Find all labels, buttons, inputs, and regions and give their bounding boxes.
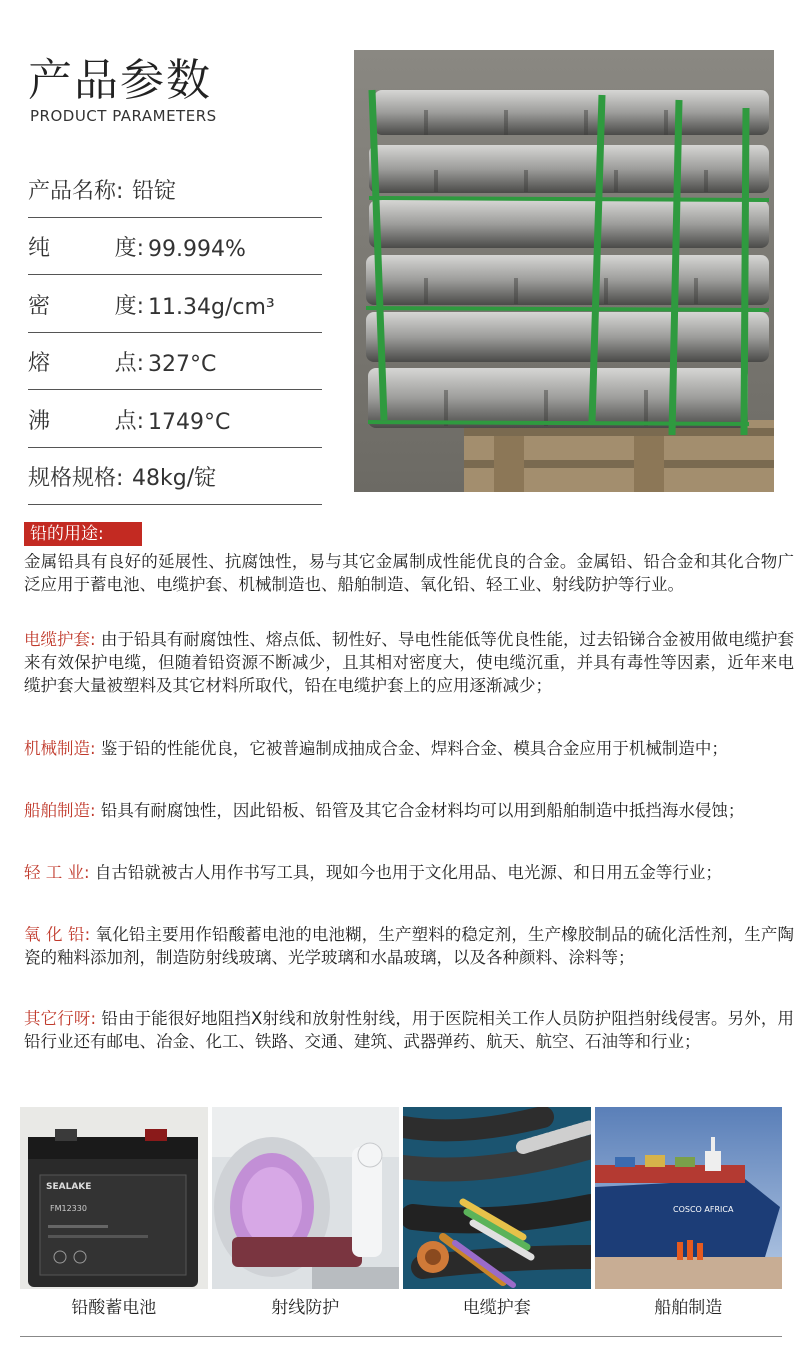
spec-value: 48kg/锭 bbox=[132, 466, 217, 491]
usage-item-text: 自古铅就被古人用作书写工具，现如今也用于文化用品、电光源、和日用五金等行业； bbox=[94, 863, 722, 882]
usage-item-lead-oxide bbox=[24, 923, 794, 969]
spec-value: 铅锭 bbox=[132, 178, 177, 204]
caption-ship: 船舶制造 bbox=[654, 1298, 723, 1318]
spec-label: 产品名称: bbox=[28, 178, 124, 204]
usage-item-label: 船舶制造: bbox=[24, 801, 96, 820]
application-gallery bbox=[20, 1107, 782, 1289]
usage-header: 铅的用途: bbox=[24, 522, 142, 546]
spec-value: 11.34g/cm³ bbox=[148, 294, 275, 320]
spec-row-name bbox=[28, 160, 322, 218]
usage-intro: 金属铅具有良好的延展性、抗腐蚀性，易与其它金属制成性能优良的合金。金属铅、铅合金和其化合物广泛应用于蓄电池、电缆护套、机械制造也、船舶制造、氧化铅、轻工业、射线防护等行业。 bbox=[24, 552, 794, 594]
spec-row-size bbox=[28, 448, 322, 506]
gallery-captions bbox=[20, 1293, 782, 1318]
usage-item-text: 鉴于铅的性能优良，它被普遍制成抽成合金、焊料合金、模具合金应用于机械制造中； bbox=[100, 739, 728, 758]
usage-item-label: 其它行呀: bbox=[24, 1009, 97, 1028]
spec-label-suffix: 度: bbox=[114, 236, 144, 261]
usage-item-machinery bbox=[24, 737, 794, 760]
page-subtitle: PRODUCT PARAMETERS bbox=[30, 107, 217, 125]
usage-item-text: 由于铅具有耐腐蚀性、熔点低、韧性好、导电性能低等优良性能，过去铅锑合金被用做电缆护套来有效保护电缆，但随着铅资源不断减少，且其相对密度大，使电缆沉重，并具有毒性等因素，近年来电缆护套大量被塑料及其它材料所取代，铅在电缆护套上的应用逐渐减少； bbox=[24, 630, 794, 695]
ship-photo bbox=[595, 1107, 783, 1289]
caption-battery: 铅酸蓄电池 bbox=[71, 1298, 157, 1318]
spec-label: 熔 bbox=[28, 351, 51, 376]
spec-label: 纯 bbox=[28, 236, 51, 261]
spec-label-suffix: 点: bbox=[114, 351, 144, 376]
usage-item-light-industry bbox=[24, 861, 794, 884]
spec-label: 密 bbox=[28, 293, 51, 319]
spec-label: 沸 bbox=[28, 408, 51, 434]
usage-item-label: 电缆护套: bbox=[24, 630, 96, 649]
cable-photo bbox=[403, 1107, 591, 1289]
usage-item-text: 氧化铅主要用作铅酸蓄电池的电池糊，生产塑料的稳定剂，生产橡胶制品的硫化活性剂，生产陶瓷的釉料添加剂，制造防射线玻璃、光学玻璃和水晶玻璃，以及各种颜料、涂料等； bbox=[24, 925, 795, 967]
usage-item-other bbox=[24, 1007, 794, 1053]
usage-item-cable bbox=[24, 628, 794, 697]
spec-label-suffix: 度: bbox=[114, 293, 144, 319]
bottom-divider bbox=[20, 1336, 782, 1337]
caption-cable: 电缆护套 bbox=[462, 1298, 531, 1318]
radiation-protection-photo bbox=[212, 1107, 400, 1289]
battery-model-text: FM12330 bbox=[50, 1204, 87, 1213]
battery-brand-text: SEALAKE bbox=[46, 1182, 92, 1192]
spec-row-density bbox=[28, 275, 322, 333]
spec-row-boiling bbox=[28, 390, 322, 448]
usage-item-text: 铅具有耐腐蚀性，因此铅板、铅管及其它合金材料均可以用到船舶制造中抵挡海水侵蚀； bbox=[100, 801, 745, 820]
spec-value: 99.994% bbox=[148, 237, 246, 262]
caption-radiation: 射线防护 bbox=[271, 1298, 340, 1318]
battery-photo bbox=[20, 1107, 208, 1289]
usage-item-label: 氧 化 铅: bbox=[24, 925, 91, 944]
usage-item-shipbuilding bbox=[24, 799, 794, 822]
spec-value: 327°C bbox=[148, 352, 217, 377]
usage-item-text: 铅由于能很好地阻挡X射线和放射性射线，用于医院相关工作人员防护阻挡射线侵害。另外，用铅行业还有邮电、冶金、化工、铁路、交通、建筑、武器弹药、航天、航空、石油等和行业； bbox=[24, 1009, 795, 1051]
page-title: 产品参数 bbox=[28, 55, 212, 106]
spec-label-suffix: 点: bbox=[114, 408, 144, 434]
spec-label: 规格规格: bbox=[28, 466, 124, 491]
lead-ingot-photo bbox=[354, 50, 774, 492]
spec-row-melting bbox=[28, 333, 322, 391]
ship-name-text: COSCO AFRICA bbox=[672, 1205, 733, 1214]
spec-list bbox=[28, 160, 322, 505]
usage-item-label: 轻 工 业: bbox=[24, 863, 90, 882]
spec-row-purity bbox=[28, 218, 322, 276]
spec-value: 1749°C bbox=[148, 409, 231, 435]
usage-item-label: 机械制造: bbox=[24, 739, 96, 758]
